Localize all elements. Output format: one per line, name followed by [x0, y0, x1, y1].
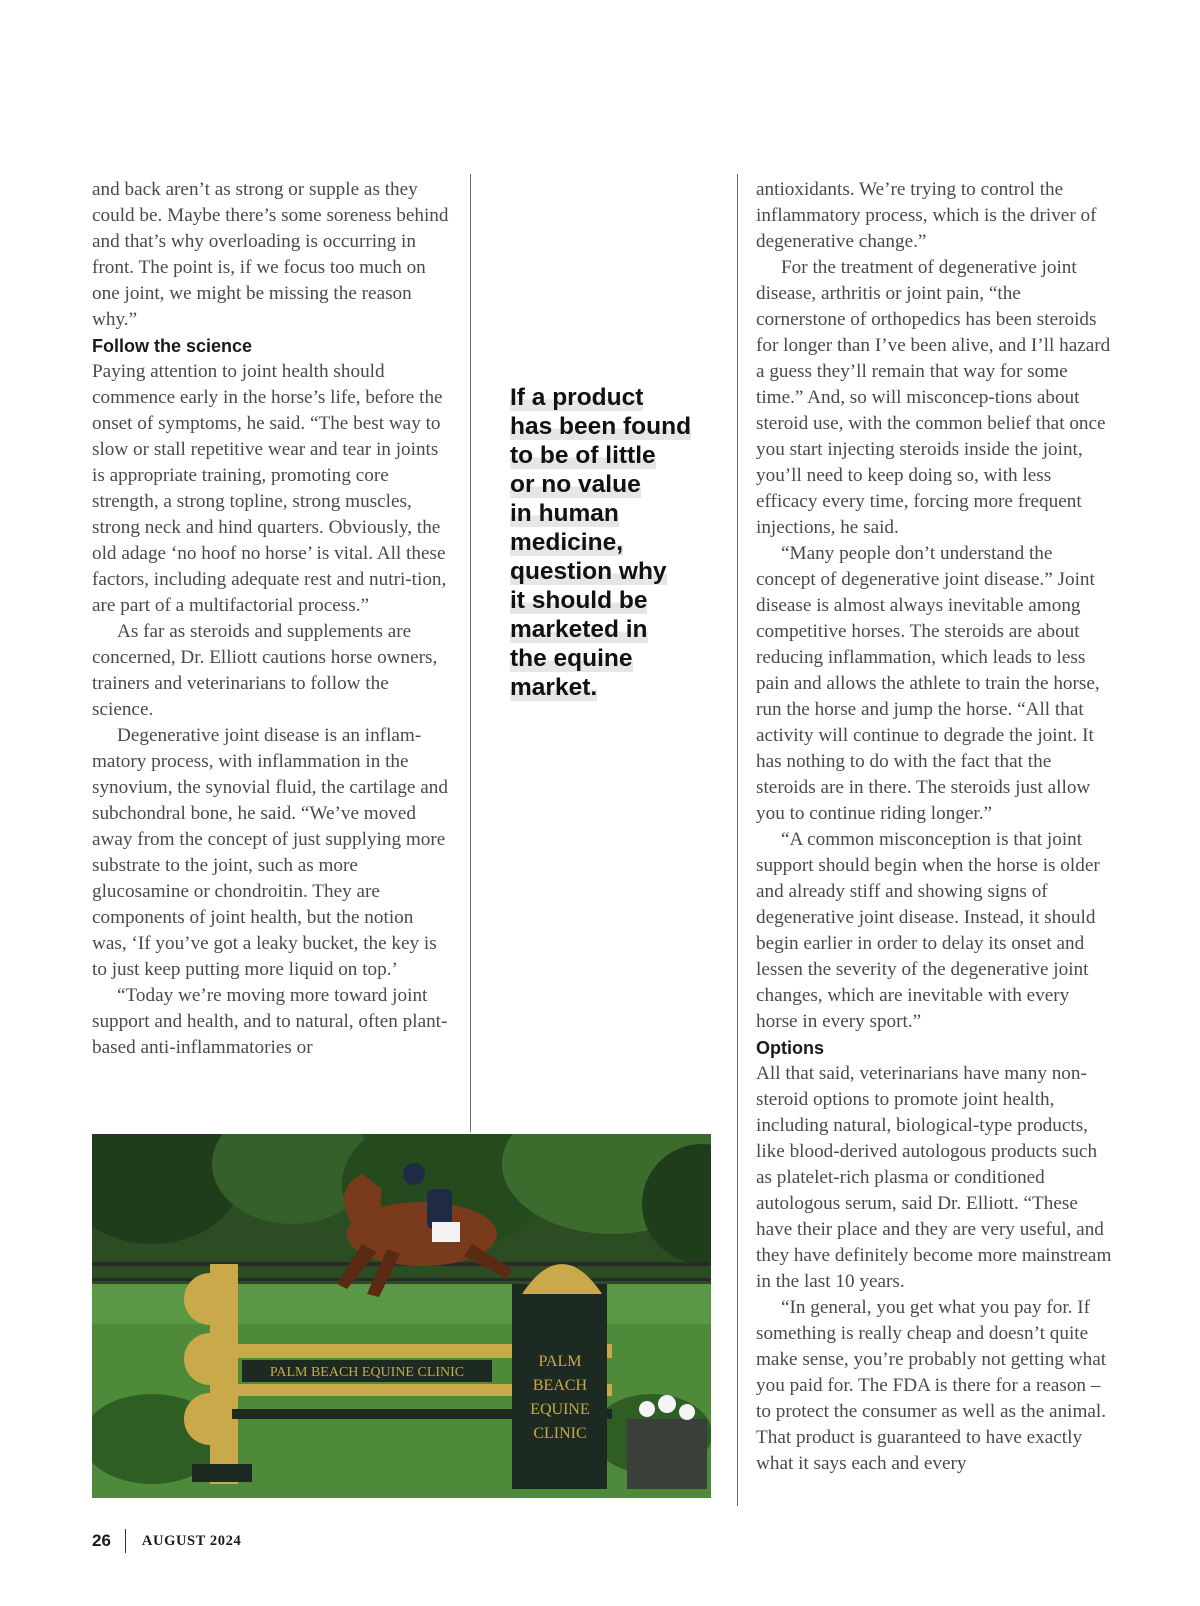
pull-quote-line: or no value [510, 471, 641, 498]
right-paragraph-4: “A common misconception is that joint support should begin when the horse is older and already stiff and showing signs of degenerative joint disease. Instead, it should begin earlier in order to delay its onset and lessen the severity of the degenerative joint changes, which are inevitable with every horse in every sport.” [756, 829, 1100, 1032]
section-heading-options: Options [756, 1038, 824, 1058]
photo-standard-sign-line: EQUINE [530, 1401, 590, 1418]
pull-quote-line: question why [510, 558, 667, 585]
pull-quote-line: to be of little [510, 442, 656, 469]
pull-quote-line: marketed in [510, 616, 648, 643]
column-divider-right [737, 174, 738, 1506]
right-paragraph-2: For the treatment of degenerative joint disease, arthritis or joint pain, “the cornerstone of orthopedics has been steroids for longer than I’ve been alive, and I’ll hazard a guess they’ll remain that way for some time.” And, so will misconcep-tions about steroid use, with the common belief that once you start injecting steroids inside the joint, you’ll need to keep doing so, with less efficacy every time, forcing more frequent injections, he said. [756, 257, 1111, 538]
photo-standard-sign-line: CLINIC [533, 1425, 587, 1442]
right-column [756, 177, 1114, 1477]
photo-standard-sign-line: BEACH [532, 1377, 588, 1394]
pull-quote-line: the equine [510, 645, 633, 672]
pull-quote-line: it should be [510, 587, 648, 614]
photo-standard-sign-line: PALM [538, 1353, 582, 1370]
left-paragraph-3: As far as steroids and supplements are concerned, Dr. Elliott cautions horse owners, trainers and veterinarians to follow the science. [92, 621, 438, 720]
right-paragraph-5: All that said, veterinarians have many non-steroid options to promote joint health, including natural, biological-type products, like blood-derived autologous products such as platelet-rich plasma or conditioned autologous serum, said Dr. Elliott. “These have their place and they are very useful, and they have definitely become more mainstream in the last 10 years. [756, 1063, 1112, 1292]
pull-quote-line: If a product [510, 384, 644, 411]
pull-quote-line: medicine, [510, 529, 624, 556]
issue-date: AUGUST 2024 [141, 1532, 242, 1549]
right-paragraph-1: antioxidants. We’re trying to control the inflammatory process, which is the driver of degenerative change.” [756, 179, 1097, 252]
column-divider-left [470, 174, 471, 1132]
left-column [92, 177, 452, 1061]
pull-quote-line: in human [510, 500, 619, 527]
left-paragraph-5: “Today we’re moving more toward joint support and health, and to natural, often plant-based anti-inflammatories or [92, 985, 448, 1058]
left-paragraph-4: Degenerative joint disease is an inflam-matory process, with inflammation in the synovium, the synovial fluid, the cartilage and subchondral bone, he said. “We’ve moved away from the concept of just supplying more substrate to the joint, such as more glucosamine or chondroitin. They are components of joint health, but the notion was, ‘If you’ve got a leaky bucket, the key is to just keep putting more liquid on top.’ [92, 725, 448, 980]
right-paragraph-3: “Many people don’t understand the concept of degenerative joint disease.” Joint disease is almost always inevitable among competitive horses. The steroids are about reducing inflammation, which leads to less pain and allows the athlete to train the horse, run the horse and jump the horse. “All that activity will continue to degrade the joint. It has nothing to do with the fact that the steroids are in there. The steroids just allow you to continue riding longer.” [756, 543, 1100, 824]
section-heading-follow-the-science: Follow the science [92, 336, 253, 356]
photo-rail-sign: PALM BEACH EQUINE CLINIC [269, 1365, 465, 1380]
pull-quote-line: market. [510, 674, 598, 701]
page-number: 26 [92, 1531, 111, 1550]
pull-quote-line: has been found [510, 413, 692, 440]
left-paragraph-2: Paying attention to joint health should commence early in the horse’s life, before the onset of symptoms, he said. “The best way to slow or stall repetitive wear and tear in joints is appropriate training, promoting core strength, a strong topline, strong muscles, strong neck and hind quarters. Obviously, the old adage ‘no hoof no horse’ is vital. All these factors, including adequate rest and nutri-tion, are part of a multifactorial process.” [92, 361, 447, 616]
right-paragraph-6: “In general, you get what you pay for. If something is really cheap and doesn’t quite make sense, you’re probably not getting what you paid for. The FDA is there for a reason – to protect the consumer as well as the animal. That product is guaranteed to have exactly what it says each and every [756, 1297, 1107, 1474]
page-footer [92, 1528, 241, 1554]
left-paragraph-1: and back aren’t as strong or supple as they could be. Maybe there’s some soreness behind and that’s why overloading is occurring in front. The point is, if we focus too much on one joint, we might be missing the reason why.” [92, 179, 449, 330]
footer-divider [125, 1529, 126, 1553]
pull-quote [510, 383, 725, 702]
show-jumping-photo [92, 1134, 711, 1498]
